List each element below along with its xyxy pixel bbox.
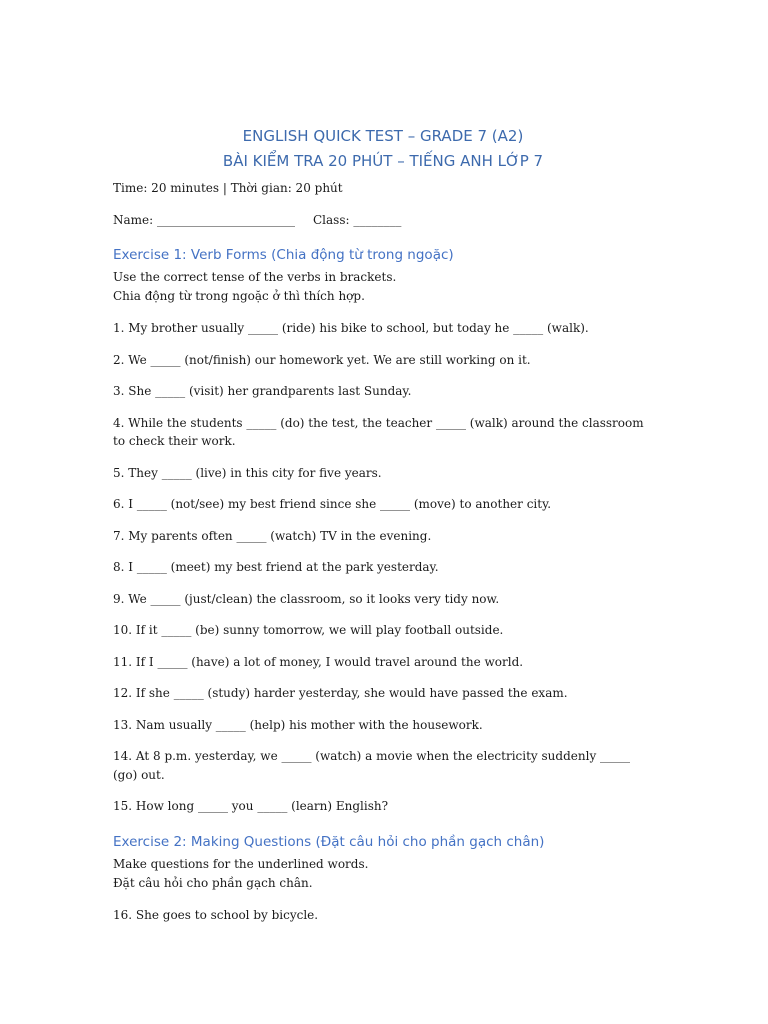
question-item: 15. How long _____ you _____ (learn) English?	[113, 799, 389, 813]
title-vietnamese: BÀI KIỂM TRA 20 PHÚT – TIẾNG ANH LỚP 7	[222, 152, 544, 170]
question-item: 13. Nam usually _____ (help) his mother with the housework.	[113, 717, 483, 732]
document-page	[113, 124, 653, 924]
question-item: 11. If I _____ (have) a lot of money, I would travel around the world.	[113, 654, 524, 669]
time-limit: Time: 20 minutes | Thời gian: 20 phút	[113, 181, 343, 195]
class-field: Class: ________	[313, 213, 402, 227]
question-item: 12. If she _____ (study) harder yesterday, she would have passed the exam.	[113, 686, 568, 700]
exercise-2-items	[113, 906, 653, 925]
question-item: 2. We _____ (not/finish) our homework yet. We are still working on it.	[113, 352, 531, 367]
exercise-1-items	[113, 319, 653, 816]
question-item: 7. My parents often _____ (watch) TV in the evening.	[113, 528, 432, 543]
question-item: 6. I _____ (not/see) my best friend since she _____ (move) to another city.	[113, 497, 552, 511]
question-item: 8. I _____ (meet) my best friend at the park yesterday.	[113, 560, 439, 574]
question-item: 14. At 8 p.m. yesterday, we _____ (watch) a movie when the electricity suddenly _____ (go) out.	[113, 749, 631, 782]
test-header	[113, 124, 653, 229]
exercise-2	[113, 832, 653, 925]
question-item: 10. If it _____ (be) sunny tomorrow, we will play football outside.	[113, 623, 504, 637]
exercise-1-instruction-en: Use the correct tense of the verbs in brackets.	[113, 270, 397, 284]
name-field: Name: _______________________	[113, 213, 295, 227]
exercise-2-heading: Exercise 2: Making Questions (Đặt câu hỏi cho phần gạch chân)	[113, 833, 545, 850]
question-item: 4. While the students _____ (do) the test, the teacher _____ (walk) around the classroom to check their work.	[113, 415, 644, 448]
exercise-1	[113, 245, 653, 816]
exercise-2-instruction-en: Make questions for the underlined words.	[113, 856, 369, 871]
question-item: 9. We _____ (just/clean) the classroom, so it looks very tidy now.	[113, 591, 500, 606]
exercise-1-heading: Exercise 1: Verb Forms (Chia động từ trong ngoặc)	[113, 247, 454, 263]
title-english: ENGLISH QUICK TEST – GRADE 7 (A2)	[242, 127, 524, 145]
question-item: 1. My brother usually _____ (ride) his bike to school, but today he _____ (walk).	[113, 321, 589, 335]
exercise-1-instruction-vi: Chia động từ trong ngoặc ở thì thích hợp.	[113, 289, 365, 303]
question-item: 3. She _____ (visit) her grandparents last Sunday.	[113, 384, 412, 398]
student-info-line	[113, 212, 653, 229]
question-item: 16. She goes to school by bicycle.	[113, 907, 319, 922]
question-item: 5. They _____ (live) in this city for five years.	[113, 465, 382, 480]
exercise-2-instruction-vi: Đặt câu hỏi cho phần gạch chân.	[113, 875, 313, 890]
